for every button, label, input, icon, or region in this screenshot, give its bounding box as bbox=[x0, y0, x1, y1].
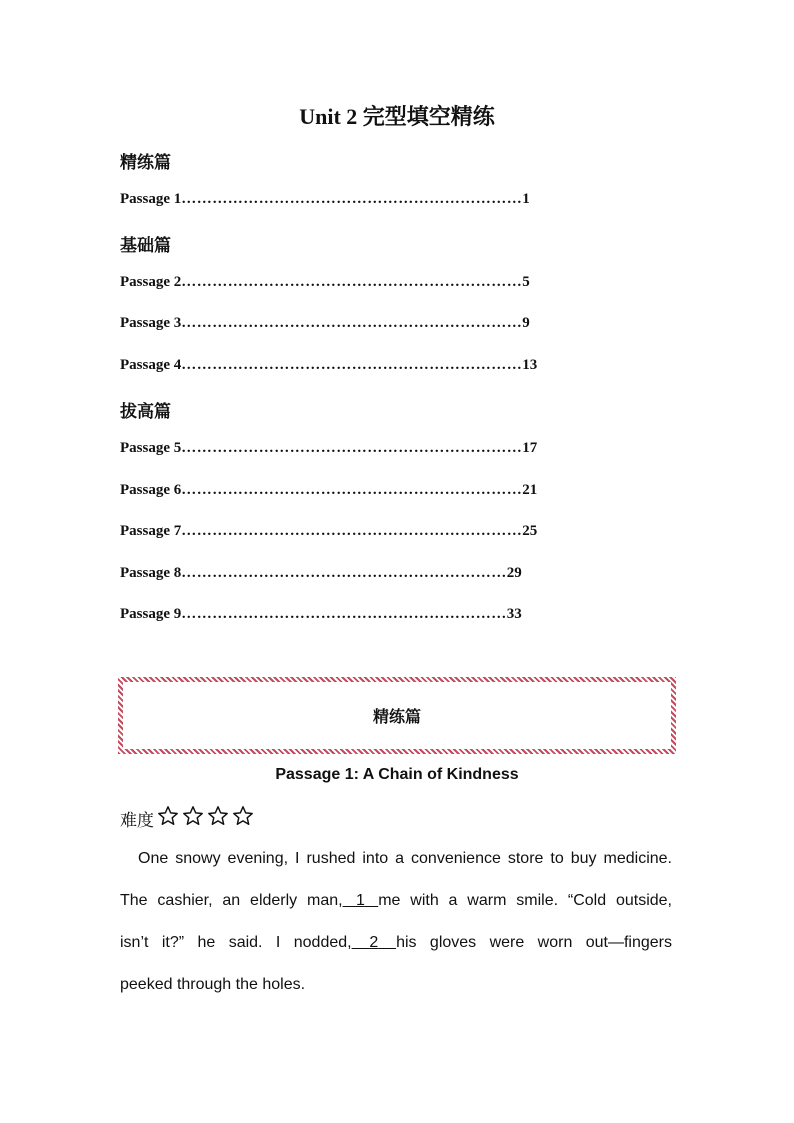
toc-section-label: 精练篇 bbox=[120, 153, 171, 173]
toc-entry-page: 21 bbox=[522, 482, 538, 498]
toc-entry-label: Passage 9 bbox=[120, 606, 182, 622]
toc-leader-dots: ………………………………………………………… bbox=[181, 191, 523, 207]
toc-leader-dots: ………………………………………………………… bbox=[181, 523, 523, 539]
toc-entry[interactable] bbox=[120, 440, 537, 457]
passage-line: peeked through the holes. bbox=[120, 976, 306, 993]
toc-entry-label: Passage 6 bbox=[120, 482, 182, 498]
toc-entry[interactable] bbox=[120, 274, 530, 291]
star-outline-icon bbox=[207, 805, 229, 827]
toc-entry-page: 25 bbox=[522, 523, 538, 539]
toc-entry-page: 5 bbox=[522, 274, 530, 290]
toc-leader-dots: ……………………………………………………… bbox=[181, 565, 507, 581]
toc-leader-dots: ………………………………………………………… bbox=[181, 440, 523, 456]
difficulty-rating bbox=[120, 805, 254, 832]
toc-entry-label: Passage 1 bbox=[120, 191, 182, 207]
answer-blank[interactable] bbox=[352, 922, 396, 964]
toc-entry[interactable] bbox=[120, 357, 537, 374]
toc-entry-page: 9 bbox=[522, 315, 530, 331]
toc-entry-page: 33 bbox=[506, 606, 522, 622]
passage-title: Passage 1: A Chain of Kindness bbox=[275, 766, 519, 783]
passage-text: isn’t it?” he said. I nodded, bbox=[120, 934, 352, 951]
toc-entry[interactable] bbox=[120, 523, 537, 540]
blank-number: 1 bbox=[355, 892, 365, 909]
blank-number: 2 bbox=[369, 934, 379, 951]
star-outline-icon bbox=[157, 805, 179, 827]
toc-entry-label: Passage 4 bbox=[120, 357, 182, 373]
toc-section-label: 拔高篇 bbox=[120, 402, 171, 422]
toc-leader-dots: ………………………………………………………… bbox=[181, 482, 523, 498]
passage-text: me with a warm smile. “Cold outside, bbox=[378, 892, 672, 909]
passage-body bbox=[120, 838, 672, 1006]
document-title: Unit 2 完型填空精练 bbox=[299, 104, 495, 129]
toc-entry-page: 1 bbox=[522, 191, 530, 207]
toc-entry[interactable] bbox=[120, 315, 530, 332]
difficulty-stars bbox=[154, 805, 254, 832]
passage-line bbox=[120, 880, 672, 922]
difficulty-label: 难度 bbox=[120, 811, 154, 831]
toc-entry-page: 29 bbox=[506, 565, 522, 581]
toc-entry-label: Passage 5 bbox=[120, 440, 182, 456]
toc-entry-page: 13 bbox=[522, 357, 538, 373]
toc-entry-label: Passage 2 bbox=[120, 274, 182, 290]
toc-section-label: 基础篇 bbox=[120, 236, 171, 256]
toc-entry[interactable] bbox=[120, 606, 522, 623]
toc-entry-label: Passage 7 bbox=[120, 523, 182, 539]
star-outline-icon bbox=[182, 805, 204, 827]
toc-leader-dots: ………………………………………………………… bbox=[181, 274, 523, 290]
answer-blank[interactable] bbox=[343, 880, 379, 922]
passage-line bbox=[120, 922, 672, 964]
toc-leader-dots: ……………………………………………………… bbox=[181, 606, 507, 622]
toc-entry-page: 17 bbox=[522, 440, 538, 456]
toc-entry-label: Passage 8 bbox=[120, 565, 182, 581]
section-banner-label: 精练篇 bbox=[123, 682, 671, 749]
toc-entry-label: Passage 3 bbox=[120, 315, 182, 331]
star-outline-icon bbox=[232, 805, 254, 827]
toc-entry[interactable] bbox=[120, 565, 522, 582]
toc-leader-dots: ………………………………………………………… bbox=[181, 315, 523, 331]
toc-entry[interactable] bbox=[120, 482, 537, 499]
toc-entry[interactable] bbox=[120, 191, 530, 208]
toc-leader-dots: ………………………………………………………… bbox=[181, 357, 523, 373]
passage-text: The cashier, an elderly man, bbox=[120, 892, 343, 909]
section-banner bbox=[118, 677, 676, 754]
passage-text: his gloves were worn out—fingers bbox=[396, 934, 673, 951]
passage-line: One snowy evening, I rushed into a convenience store to buy medicine. bbox=[138, 850, 672, 867]
